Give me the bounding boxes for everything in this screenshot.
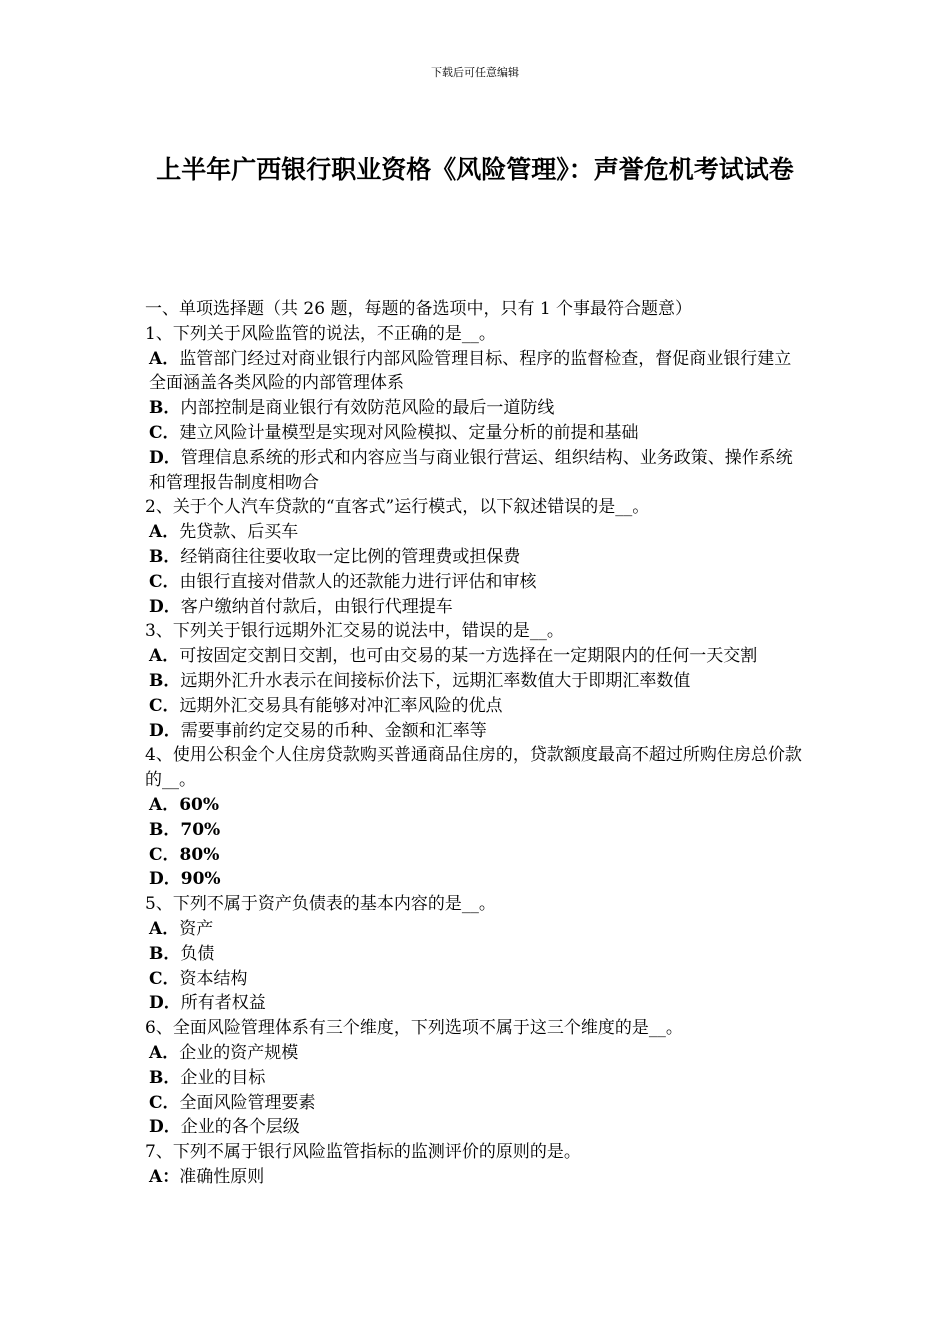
- answer-option: [145, 520, 807, 545]
- answer-option: [145, 843, 807, 868]
- answer-option: [145, 991, 807, 1016]
- option-text: 80%: [179, 844, 220, 865]
- answer-option: [145, 942, 807, 967]
- option-text: 客户缴纳首付款后，由银行代理提车: [180, 596, 453, 617]
- option-letter: C．: [149, 695, 180, 716]
- answer-option: [145, 644, 807, 669]
- option-letter: D．: [149, 1117, 181, 1138]
- question-block: [145, 892, 807, 1016]
- option-text: 所有者权益: [180, 993, 266, 1014]
- option-text: 60%: [179, 794, 220, 815]
- question-stem: 2、关于个人汽车贷款的“直客式”运行模式，以下叙述错误的是__。: [145, 497, 650, 518]
- option-text: 准确性原则: [179, 1166, 265, 1187]
- answer-option: [145, 669, 807, 694]
- answer-option: [145, 694, 807, 719]
- option-letter: C．: [149, 844, 180, 865]
- answer-option: [145, 818, 807, 843]
- option-letter: B．: [149, 819, 181, 840]
- answer-option: [145, 867, 807, 892]
- option-letter: D．: [149, 596, 181, 617]
- answer-option: [145, 1115, 807, 1140]
- option-letter: A．: [149, 522, 180, 543]
- answer-option: [145, 347, 807, 397]
- question-block: [145, 743, 807, 892]
- answer-option: [145, 793, 807, 818]
- option-letter: D．: [149, 447, 181, 468]
- option-text: 90%: [180, 869, 221, 890]
- option-letter: D．: [149, 720, 181, 741]
- answer-option: [145, 595, 807, 620]
- question-block: [145, 619, 807, 743]
- option-text: 企业的各个层级: [180, 1117, 300, 1138]
- option-text: 资产: [179, 918, 214, 939]
- option-letter: C．: [149, 968, 180, 989]
- answer-option: [145, 545, 807, 570]
- option-letter: B．: [149, 943, 181, 964]
- question-block: [145, 1016, 807, 1140]
- option-letter: B．: [149, 546, 181, 567]
- option-text: 内部控制是商业银行有效防范风险的最后一道防线: [180, 398, 555, 419]
- option-text: 监管部门经过对商业银行内部风险管理目标、程序的监督检查，督促商业银行建立全面涵盖各类风险的内部管理体系: [149, 348, 792, 394]
- option-text: 管理信息系统的形式和内容应当与商业银行营运、组织结构、业务政策、操作系统和管理报告制度相吻合: [149, 447, 793, 493]
- option-text: 全面风险管理要素: [179, 1092, 316, 1113]
- question-stem: 4、使用公积金个人住房贷款购买普通商品住房的，贷款额度最高不超过所购住房总价款的__。: [145, 745, 802, 791]
- answer-option: [145, 570, 807, 595]
- option-letter: A．: [149, 918, 180, 939]
- answer-option: [145, 1091, 807, 1116]
- answer-option: [145, 917, 807, 942]
- option-letter: C．: [149, 422, 180, 443]
- answer-option: [145, 421, 807, 446]
- question-list: [145, 322, 807, 1190]
- option-text: 需要事前约定交易的币种、金额和汇率等: [180, 720, 487, 741]
- option-letter: B．: [149, 670, 181, 691]
- option-text: 由银行直接对借款人的还款能力进行评估和审核: [179, 571, 537, 592]
- option-text: 先贷款、后买车: [179, 522, 299, 543]
- option-text: 经销商往往要收取一定比例的管理费或担保费: [180, 546, 521, 567]
- exam-content: [145, 297, 807, 1190]
- question-stem: 7、下列不属于银行风险监管指标的监测评价的原则的是。: [145, 1142, 581, 1163]
- option-text: 负债: [180, 943, 215, 964]
- answer-option: [145, 1165, 807, 1190]
- answer-option: [145, 1041, 807, 1066]
- question-block: [145, 495, 807, 619]
- answer-option: [145, 446, 807, 496]
- option-text: 企业的资产规模: [179, 1042, 299, 1063]
- option-letter: B．: [149, 1067, 181, 1088]
- header-note: 下载后可任意编辑: [431, 66, 519, 79]
- option-letter: B．: [149, 398, 181, 419]
- question-stem: 3、下列关于银行远期外汇交易的说法中，错误的是__。: [145, 621, 564, 642]
- option-letter: D．: [149, 993, 181, 1014]
- option-letter: A．: [149, 794, 180, 815]
- option-letter: A．: [149, 1042, 180, 1063]
- option-text: 远期外汇交易具有能够对冲汇率风险的优点: [179, 695, 503, 716]
- option-letter: C．: [149, 1092, 180, 1113]
- question-stem: 5、下列不属于资产负债表的基本内容的是__。: [145, 894, 496, 915]
- answer-option: [145, 1066, 807, 1091]
- option-text: 建立风险计量模型是实现对风险模拟、定量分析的前提和基础: [179, 422, 639, 443]
- option-text: 远期外汇升水表示在间接标价法下，远期汇率数值大于即期汇率数值: [180, 670, 691, 691]
- option-text: 资本结构: [179, 968, 248, 989]
- answer-option: [145, 396, 807, 421]
- question-stem: 6、全面风险管理体系有三个维度，下列选项不属于这三个维度的是__。: [145, 1018, 683, 1039]
- section-heading: 一、单项选择题（共 26 题，每题的备选项中，只有 1 个事最符合题意）: [145, 299, 693, 319]
- answer-option: [145, 967, 807, 992]
- option-letter: D．: [149, 869, 181, 890]
- answer-option: [145, 719, 807, 744]
- option-text: 可按固定交割日交割，也可由交易的某一方选择在一定期限内的任何一天交割: [179, 646, 758, 667]
- option-letter: A．: [149, 348, 180, 369]
- question-block: [145, 1140, 807, 1190]
- option-text: 70%: [180, 819, 221, 840]
- option-letter: A：: [149, 1166, 180, 1187]
- question-stem: 1、下列关于风险监管的说法，不正确的是__。: [145, 323, 496, 344]
- document-title: 上半年广西银行职业资格《风险管理》：声誉危机考试试卷: [156, 155, 794, 184]
- question-block: [145, 322, 807, 496]
- option-letter: A．: [149, 646, 180, 667]
- option-letter: C．: [149, 571, 180, 592]
- option-text: 企业的目标: [180, 1067, 266, 1088]
